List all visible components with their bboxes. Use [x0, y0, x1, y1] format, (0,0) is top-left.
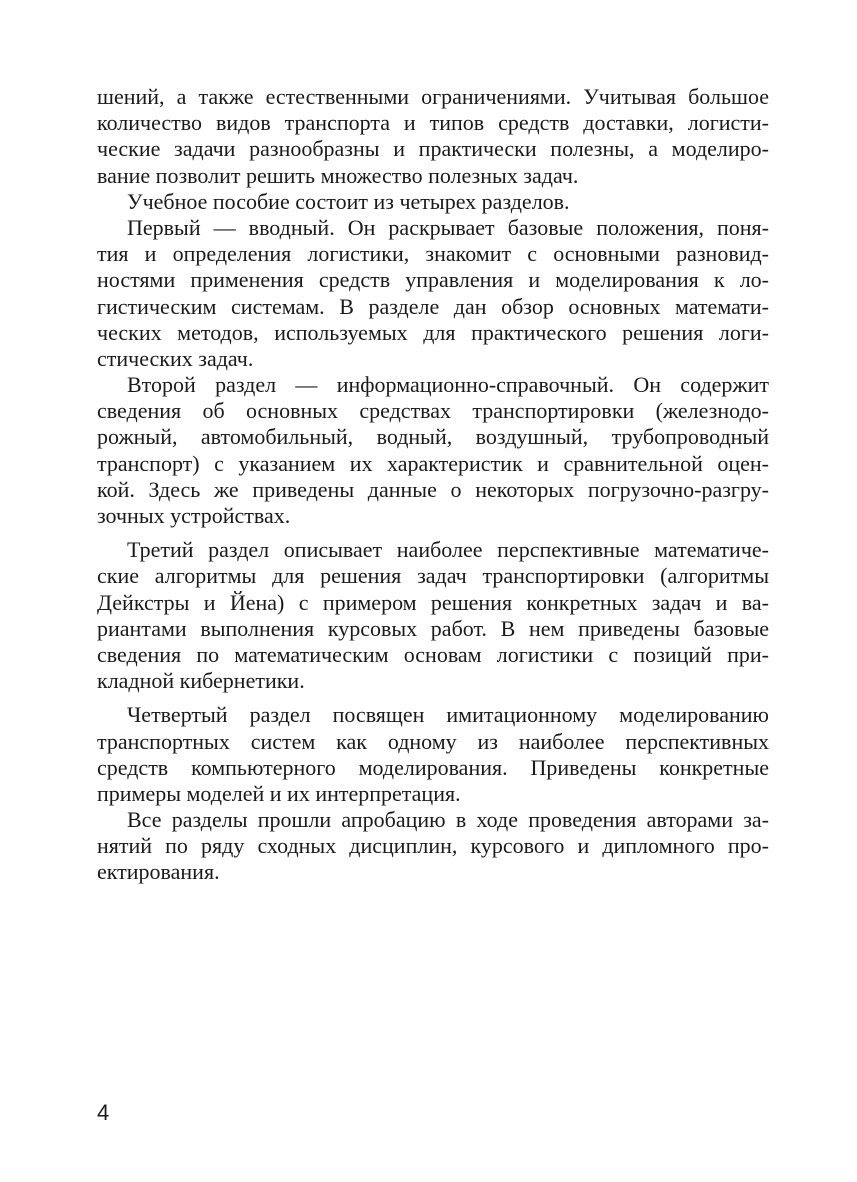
- paragraph-gap: [97, 694, 769, 702]
- text-line: ектирования.: [97, 859, 220, 885]
- text-line: шений, а также естественными ограничениями. Учитывая большое: [97, 84, 769, 109]
- paragraph-gap: [97, 529, 769, 537]
- text-line: риантами выполнения курсовых работ. В нем приведены базовые: [97, 615, 769, 641]
- text-line: гистическим системам. В разделе дан обзор основных математи-: [97, 293, 769, 319]
- text-line: тия и определения логистики, знакомит с основными разновид-: [97, 241, 769, 267]
- text-line: ские алгоритмы для решения задач транспортировки (алгоритмы: [97, 563, 769, 589]
- text-line: стических задач.: [97, 345, 254, 371]
- text-line: нятий по ряду сходных дисциплин, курсового и дипломного про-: [97, 833, 769, 859]
- text-line: сведения по математическим основам логистики с позиций при-: [97, 641, 769, 667]
- text-line: рожный, автомобильный, водный, воздушный, трубопроводный: [97, 424, 769, 450]
- text-line: примеры моделей и их интерпретация.: [97, 780, 461, 806]
- text-line: вание позволит решить множество полезных задач.: [97, 162, 579, 188]
- text-line: Второй раздел — информационно-справочный. Он содержит: [127, 372, 769, 398]
- text-line: ностями применения средств управления и моделирования к ло-: [97, 267, 769, 293]
- text-line: кладной кибернетики.: [97, 668, 305, 694]
- page-number: 4: [97, 1100, 110, 1125]
- page-body: [97, 84, 769, 886]
- text-line: кой. Здесь же приведены данные о некоторых погрузочно-разгру-: [97, 476, 769, 502]
- text-line: Третий раздел описывает наиболее перспективные математиче-: [127, 537, 769, 563]
- text-line: Учебное пособие состоит из четырех разделов.: [127, 188, 570, 214]
- text-line: Первый — вводный. Он раскрывает базовые положения, поня-: [127, 214, 769, 240]
- text-line: ческие задачи разнообразны и практически полезны, а моделиро-: [97, 136, 769, 162]
- text-line: Четвертый раздел посвящен имитационному моделированию: [127, 702, 769, 728]
- text-line: Дейкстры и Йена) с примером решения конкретных задач и ва-: [97, 589, 769, 615]
- text-line: транспортных систем как одному из наиболее перспективных: [97, 728, 769, 754]
- text-lines: [97, 84, 769, 886]
- text-line: средств компьютерного моделирования. Приведены конкретные: [97, 754, 769, 780]
- text-line: Все разделы прошли апробацию в ходе проведения авторами за-: [127, 807, 769, 833]
- text-line: транспорт) с указанием их характеристик и сравнительной оцен-: [97, 450, 769, 476]
- text-line: зочных устройствах.: [97, 503, 291, 528]
- text-line: ческих методов, используемых для практического решения логи-: [97, 319, 769, 345]
- text-line: сведения об основных средствах транспортировки (железнодо-: [97, 398, 769, 424]
- text-line: количество видов транспорта и типов средств доставки, логисти-: [97, 110, 769, 136]
